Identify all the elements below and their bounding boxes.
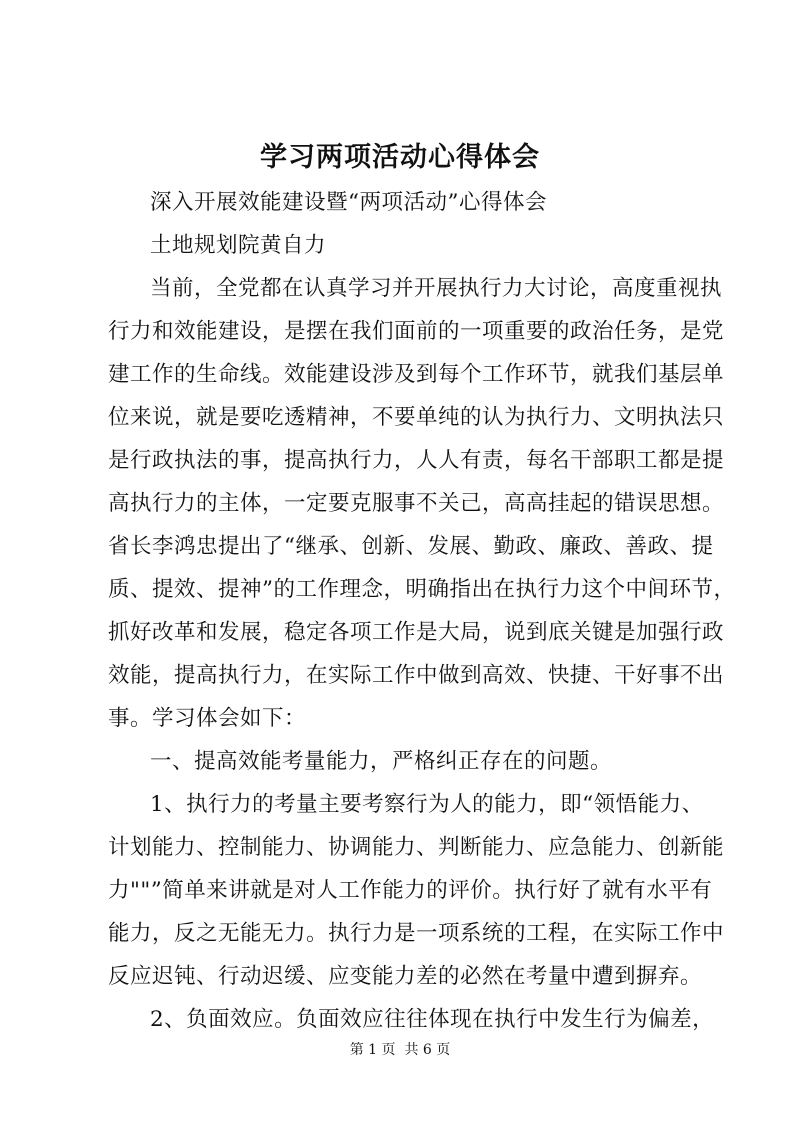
paragraph-line: 力""”简单来讲就是对人工作能力的评价。执行好了就有水平有	[108, 878, 713, 903]
document-title: 学习两项活动心得体会	[260, 142, 540, 173]
paragraph-line: 能力，反之无能无力。执行力是一项系统的工程，在实际工作中	[108, 921, 725, 946]
page-number-footer: 第 1 页 共 6 页	[349, 1042, 451, 1058]
paragraph-line: 质、提效、提神”的工作理念，明确指出在执行力这个中间环节，	[108, 577, 736, 602]
paragraph-line: 建工作的生命线。效能建设涉及到每个工作环节，就我们基层单	[108, 362, 725, 387]
author-line: 土地规划院黄自力	[150, 233, 327, 258]
section-heading: 一、提高效能考量能力，严格纠正存在的问题。	[150, 749, 613, 774]
paragraph-line: 抓好改革和发展，稳定各项工作是大局，说到底关键是加强行政	[108, 620, 725, 645]
paragraph-line: 位来说，就是要吃透精神，不要单纯的认为执行力、文明执法只	[108, 405, 725, 430]
paragraph-line: 是行政执法的事，提高执行力，人人有责，每名干部职工都是提	[108, 448, 725, 473]
paragraph-line: 高执行力的主体，一定要克服事不关己，高高挂起的错误思想。	[108, 491, 725, 516]
paragraph-line: 事。学习体会如下：	[108, 706, 307, 731]
paragraph-line: 当前，全党都在认真学习并开展执行力大讨论，高度重视执	[150, 276, 723, 301]
paragraph-line: 2、负面效应。负面效应往往体现在执行中发生行为偏差，	[150, 1007, 715, 1032]
paragraph-line: 计划能力、控制能力、协调能力、判断能力、应急能力、创新能	[108, 835, 725, 860]
paragraph-line: 反应迟钝、行动迟缓、应变能力差的必然在考量中遭到摒弃。	[108, 964, 703, 989]
paragraph-line: 省长李鸿忠提出了“继承、创新、发展、勤政、廉政、善政、提	[108, 534, 714, 559]
subtitle-line: 深入开展效能建设暨“两项活动”心得体会	[150, 190, 547, 215]
paragraph-line: 行力和效能建设，是摆在我们面前的一项重要的政治任务，是党	[108, 319, 725, 344]
paragraph-line: 1、执行力的考量主要考察行为人的能力，即“领悟能力、	[150, 792, 704, 817]
paragraph-line: 效能，提高执行力，在实际工作中做到高效、快捷、干好事不出	[108, 663, 725, 688]
